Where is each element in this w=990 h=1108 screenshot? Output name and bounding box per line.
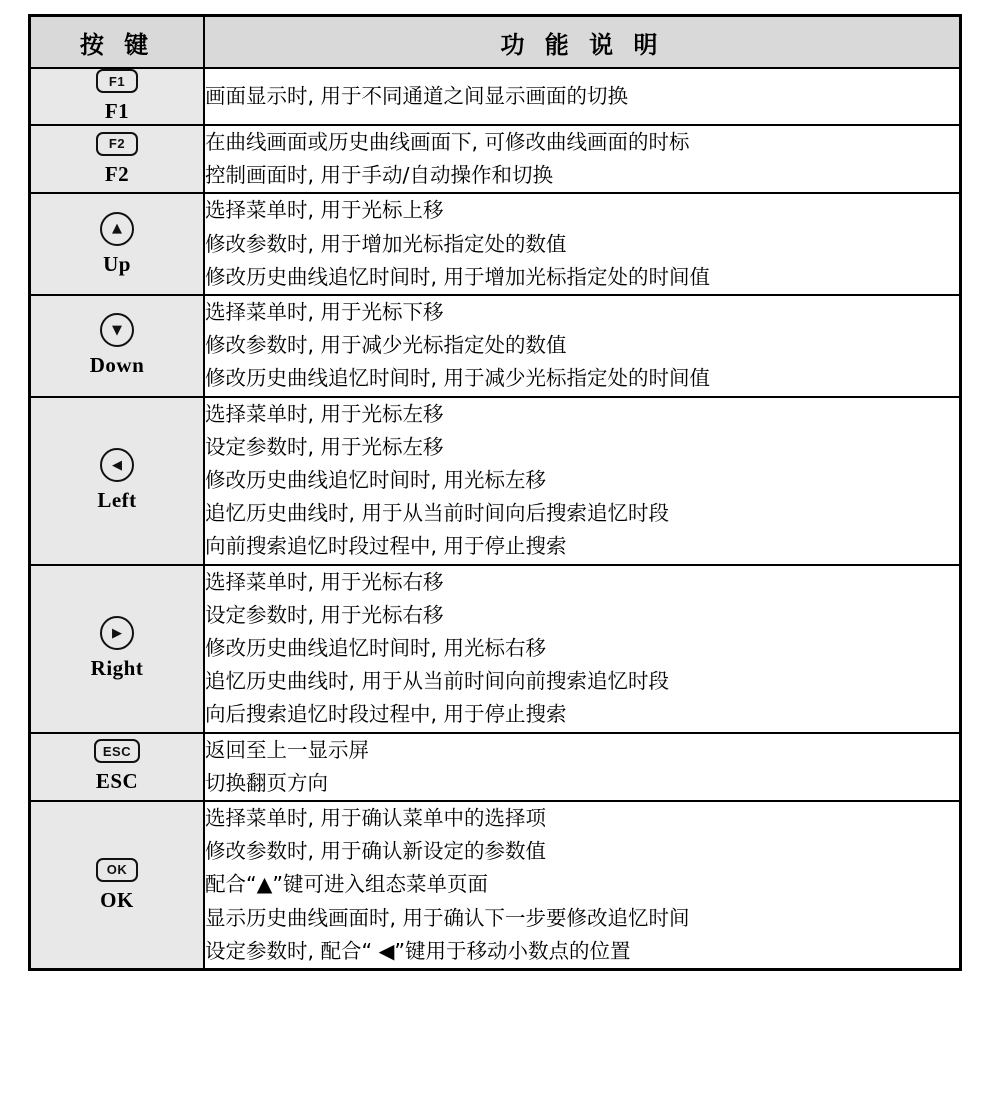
key-cell-up [30,193,205,295]
description-line: 画面显示时, 用于不同通道之间显示画面的切换 [205,83,629,108]
description-line: 在曲线画面或历史曲线画面下, 可修改曲线画面的时标 [205,130,690,154]
key-cell-ok [30,801,205,970]
description-line: 切换翻页方向 [205,770,328,795]
f2-key-icon: F2 [96,132,138,156]
table-row [30,68,961,125]
description-cell-ok [204,801,961,970]
description-lines [205,802,959,968]
key-cell-down [30,295,205,397]
table-row [30,801,961,970]
table-body [30,68,961,970]
key-label: Left [97,488,137,513]
key-cell-f1 [30,68,205,125]
description-line: 修改历史曲线追忆时间时, 用于增加光标指定处的时间值 [205,264,711,289]
description-line: 返回至上一显示屏 [205,737,369,762]
table-row [30,193,961,295]
description-lines [205,566,959,732]
description-line: 修改参数时, 用于减少光标指定处的数值 [205,333,567,358]
f1-key-icon: F1 [96,69,138,93]
key-label: F1 [104,99,130,123]
arrow-up-icon [100,212,134,246]
description-cell-down [204,295,961,397]
esc-key-icon: ESC [94,739,140,763]
description-line: 修改历史曲线追忆时间时, 用光标左移 [205,468,547,493]
description-line: 向前搜索追忆时段过程中, 用于停止搜索 [205,534,567,559]
description-line: 设定参数时, 配合“ ◀”键用于移动小数点的位置 [205,938,631,963]
description-line: 设定参数时, 用于光标右移 [205,602,444,627]
key-cell-esc [30,733,205,801]
description-lines [205,194,959,294]
description-lines [205,734,959,800]
description-line: 修改历史曲线追忆时间时, 用光标右移 [205,636,547,661]
table-row [30,295,961,397]
key-cell-right [30,565,205,733]
table-row [30,565,961,733]
arrow-down-icon [100,313,134,347]
key-label: F2 [104,161,130,186]
table-row [30,733,961,801]
description-line: 控制画面时, 用于手动/自动操作和切换 [205,163,553,188]
description-line: 修改历史曲线追忆时间时, 用于减少光标指定处的时间值 [205,366,711,391]
description-cell-f2 [204,125,961,193]
table-header [30,16,961,69]
description-line: 选择菜单时, 用于光标上移 [205,198,444,223]
description-line: 选择菜单时, 用于光标左移 [205,401,444,426]
key-label: ESC [95,769,139,794]
key-label: OK [100,887,134,912]
key-label: Down [89,353,145,378]
column-header-description: 功 能 说 明 [204,16,961,69]
arrow-left-icon [100,448,134,482]
description-line: 选择菜单时, 用于确认菜单中的选择项 [205,806,547,831]
description-cell-right [204,565,961,733]
ok-key-icon: OK [96,858,138,882]
arrow-right-icon [100,616,134,650]
description-line: 修改参数时, 用于增加光标指定处的数值 [205,231,567,256]
description-cell-esc [204,733,961,801]
description-line: 显示历史曲线画面时, 用于确认下一步要修改追忆时间 [205,905,690,930]
description-lines [205,80,959,113]
description-line: 追忆历史曲线时, 用于从当前时间向前搜索追忆时段 [205,669,670,694]
description-lines [205,398,959,564]
description-line: 配合“▲”键可进入组态菜单页面 [205,872,489,897]
arrow-up-glyph: ▲ [112,221,122,237]
description-lines [205,126,959,192]
arrow-right-glyph: ▶ [112,625,122,641]
table-row [30,397,961,565]
key-label: Up [103,251,131,276]
description-lines [205,296,959,396]
description-line: 修改参数时, 用于确认新设定的参数值 [205,839,547,864]
arrow-left-glyph: ◀ [112,457,122,473]
description-cell-f1 [204,68,961,125]
key-cell-f2 [30,125,205,193]
description-line: 追忆历史曲线时, 用于从当前时间向后搜索追忆时段 [205,501,670,526]
description-cell-left [204,397,961,565]
table-row [30,125,961,193]
table-header-row [30,16,961,69]
key-cell-left [30,397,205,565]
arrow-down-glyph: ▼ [112,322,122,338]
description-line: 设定参数时, 用于光标左移 [205,434,444,459]
description-line: 选择菜单时, 用于光标右移 [205,569,444,594]
description-cell-up [204,193,961,295]
description-line: 向后搜索追忆时段过程中, 用于停止搜索 [205,702,567,727]
key-function-table [28,14,962,971]
column-header-key: 按 键 [30,16,205,69]
description-line: 选择菜单时, 用于光标下移 [205,300,444,325]
key-label: Right [90,656,144,681]
